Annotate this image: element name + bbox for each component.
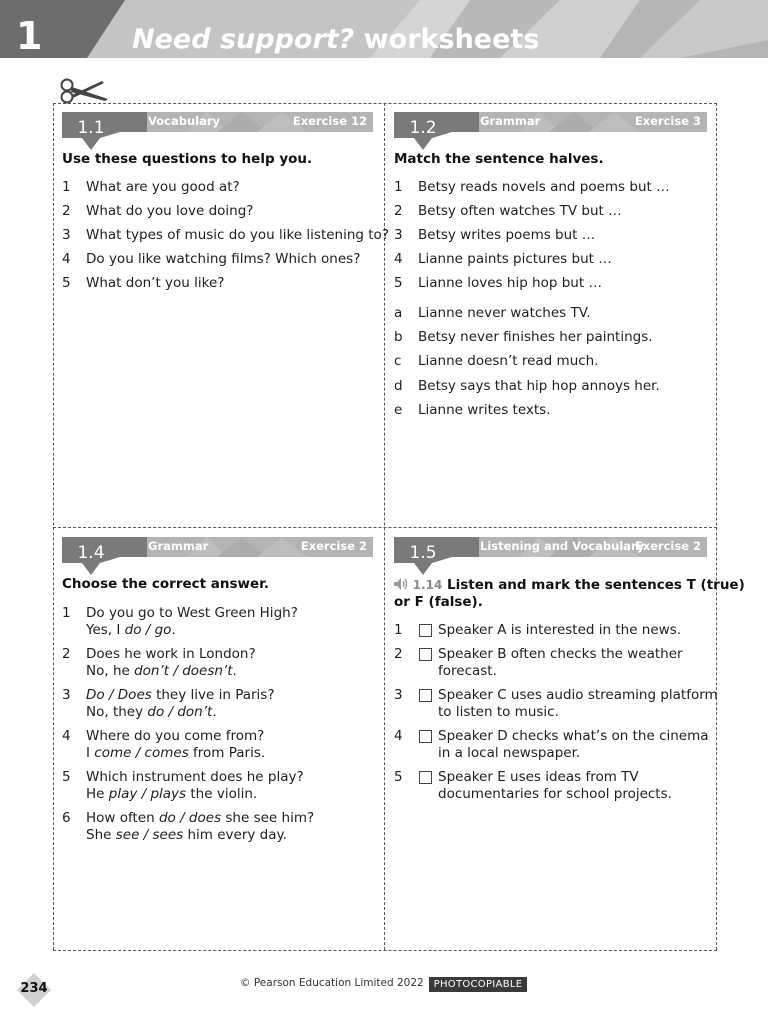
scissors-icon xyxy=(58,72,110,106)
worksheet-1-1-banner xyxy=(62,112,373,138)
instruction: Use these questions to help you. xyxy=(62,151,313,167)
page-title-italic: Need support? xyxy=(132,24,355,55)
section-label: Listening and Vocabulary xyxy=(480,539,645,553)
worksheet-number: 1.4 xyxy=(77,543,105,563)
answer-checkbox[interactable] xyxy=(419,648,432,661)
photocopiable-badge: PHOTOCOPIABLE xyxy=(429,977,527,992)
answer-options: do / don’t xyxy=(147,704,213,720)
answer-checkbox[interactable] xyxy=(419,624,432,637)
audio-speaker-icon[interactable] xyxy=(394,578,408,590)
answer-options: Do / Does xyxy=(86,687,152,703)
cut-line-left xyxy=(53,103,54,950)
unit-number: 1 xyxy=(16,14,43,58)
instruction: Choose the correct answer. xyxy=(62,576,270,592)
page-title xyxy=(132,24,539,55)
copyright: © Pearson Education Limited 2022 xyxy=(240,977,424,989)
worksheet-1-4-banner xyxy=(62,537,373,563)
exercise-label: Exercise 2 xyxy=(634,539,701,553)
audio-track-number: 1.14 xyxy=(412,578,443,592)
answer-options: do / go xyxy=(124,622,172,638)
answer-options: don’t / doesn’t xyxy=(134,663,233,679)
answer-options: see / sees xyxy=(115,827,184,843)
answer-options: play / plays xyxy=(108,786,187,802)
instruction: Match the sentence halves. xyxy=(394,151,604,167)
instruction: 1.14 Listen and mark the sentences T (true) or F (false). xyxy=(394,577,745,610)
worksheet-1-5-banner xyxy=(394,537,707,563)
cut-line-right xyxy=(716,103,717,950)
exercise-label: Exercise 12 xyxy=(292,114,367,128)
section-label: Grammar xyxy=(480,114,541,128)
exercise-label: Exercise 3 xyxy=(634,114,701,128)
worksheet-1-2-banner xyxy=(394,112,707,138)
answer-checkbox[interactable] xyxy=(419,730,432,743)
answer-checkbox[interactable] xyxy=(419,771,432,784)
cut-line-middle xyxy=(53,527,717,528)
answer-options: come / comes xyxy=(94,745,189,761)
section-label: Grammar xyxy=(148,539,209,553)
exercise-label: Exercise 2 xyxy=(300,539,367,553)
worksheet-number: 1.1 xyxy=(77,118,105,138)
section-label: Vocabulary xyxy=(148,114,221,128)
page-title-rest: worksheets xyxy=(363,24,540,55)
cut-line-top xyxy=(53,103,717,104)
cut-line-bottom xyxy=(53,950,717,951)
worksheet-number: 1.5 xyxy=(409,543,437,563)
page-number: 234 xyxy=(20,981,48,996)
answer-checkbox[interactable] xyxy=(419,689,432,702)
worksheet-number: 1.2 xyxy=(409,118,437,138)
answer-options: do / does xyxy=(158,810,222,826)
